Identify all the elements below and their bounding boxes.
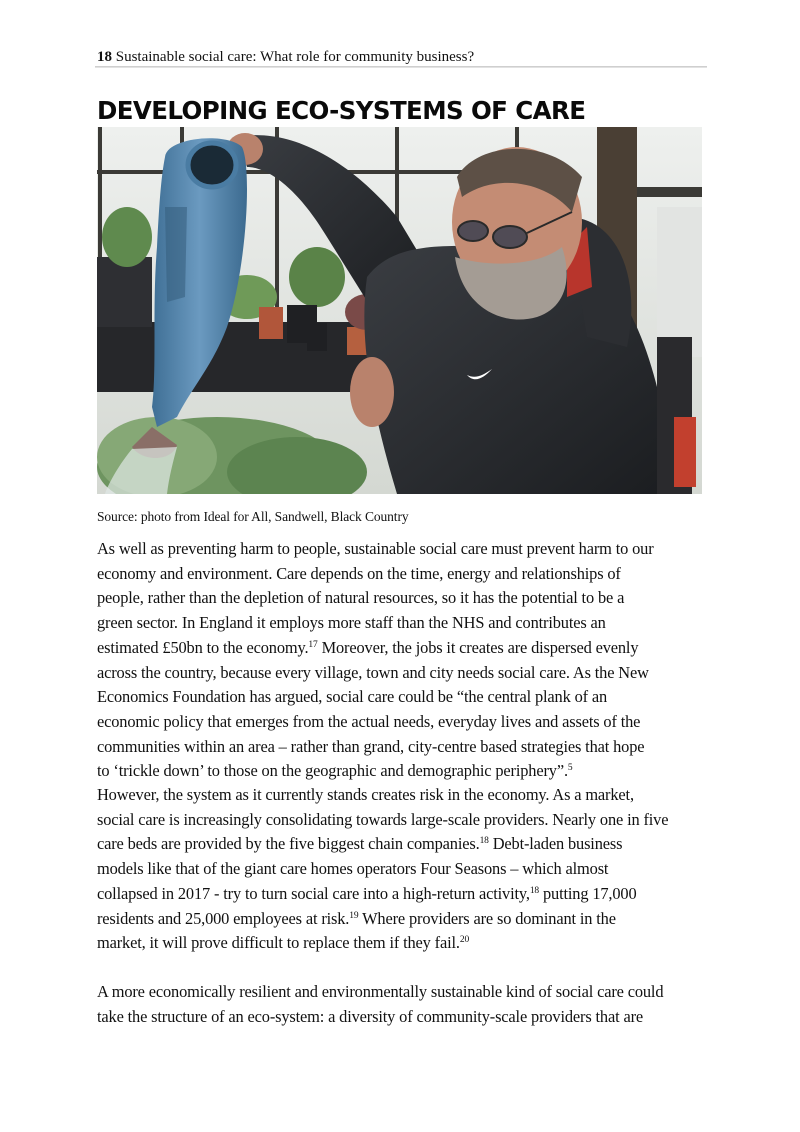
paragraph-1 bbox=[97, 537, 709, 784]
footnote-reference[interactable]: 18 bbox=[529, 885, 540, 896]
text-line bbox=[97, 636, 709, 661]
text-line bbox=[97, 980, 709, 1005]
text-segment: take the structure of an eco-system: a diversity of community-scale providers that are bbox=[97, 1006, 644, 1026]
text-line bbox=[97, 562, 709, 587]
text-line bbox=[97, 759, 709, 784]
text-segment: However, the system as it currently stands creates risk in the economy. As a market, bbox=[97, 785, 634, 804]
text-line bbox=[97, 661, 709, 686]
text-segment: collapsed in 2017 - try to turn social care into a high-return activity, bbox=[97, 883, 530, 903]
text-segment: green sector. In England it employs more staff than the NHS and contributes an bbox=[97, 613, 606, 633]
text-segment: economic policy that emerges from the actual needs, everyday lives and assets of the bbox=[97, 711, 641, 731]
text-line bbox=[97, 586, 709, 611]
footnote-reference[interactable]: 5 bbox=[567, 763, 573, 774]
running-header bbox=[97, 48, 705, 66]
text-segment: estimated £50bn to the economy. bbox=[97, 637, 309, 657]
text-line bbox=[97, 808, 709, 833]
text-segment: communities within an area – rather than grand, city-centre based strategies that hope bbox=[97, 736, 645, 756]
text-segment: people, rather than the depletion of natural resources, so it has the potential to be a bbox=[97, 588, 625, 608]
text-segment: care beds are provided by the five biggest chain companies. bbox=[97, 834, 480, 854]
text-segment: to ‘trickle down’ to those on the geographic and demographic periphery”. bbox=[97, 761, 568, 781]
footnote-reference[interactable]: 20 bbox=[459, 935, 470, 946]
text-segment: putting 17,000 bbox=[539, 883, 637, 903]
section-title: DEVELOPING ECO-SYSTEMS OF CARE bbox=[97, 96, 586, 125]
text-segment: A more economically resilient and environmentally sustainable kind of social care could bbox=[97, 982, 664, 1001]
text-line bbox=[97, 735, 709, 760]
text-segment: social care is increasingly consolidating towards large-scale providers. Nearly one in five bbox=[97, 809, 669, 829]
text-segment: Economics Foundation has argued, social care could be “the central plank of an bbox=[97, 687, 608, 707]
text-segment: market, it will prove difficult to replace them if they fail. bbox=[97, 933, 460, 953]
text-line bbox=[97, 882, 709, 907]
footnote-reference[interactable]: 19 bbox=[349, 910, 359, 921]
text-segment: residents and 25,000 employees at risk. bbox=[97, 908, 350, 928]
page-number: 18 bbox=[97, 49, 112, 65]
text-segment: models like that of the giant care homes operators Four Seasons – which almost bbox=[97, 859, 609, 879]
text-segment: economy and environment. Care depends on the time, energy and relationships of bbox=[97, 563, 621, 583]
header-divider bbox=[95, 66, 707, 68]
text-segment: Debt-laden business bbox=[488, 834, 623, 854]
text-line bbox=[97, 537, 709, 562]
footnote-reference[interactable]: 17 bbox=[308, 639, 318, 650]
text-line bbox=[97, 832, 709, 857]
text-segment: across the country, because every village, town and city needs social care. As the New bbox=[97, 662, 649, 682]
running-title: Sustainable social care: What role for community business? bbox=[115, 49, 475, 65]
figure-caption: Source: photo from Ideal for All, Sandwell, Black Country bbox=[97, 509, 409, 524]
text-line bbox=[97, 685, 709, 710]
greenhouse-photo bbox=[97, 127, 702, 494]
text-line bbox=[97, 857, 709, 882]
text-line bbox=[97, 931, 709, 956]
text-line bbox=[97, 1005, 709, 1030]
text-segment: Moreover, the jobs it creates are dispersed evenly bbox=[317, 637, 639, 657]
text-line bbox=[97, 783, 709, 808]
text-segment: As well as preventing harm to people, sustainable social care must prevent harm to our bbox=[97, 539, 654, 558]
text-line bbox=[97, 907, 709, 932]
paragraph-2 bbox=[97, 783, 709, 956]
paragraph-3 bbox=[97, 980, 709, 1029]
text-line bbox=[97, 611, 709, 636]
footnote-reference[interactable]: 18 bbox=[479, 836, 489, 847]
text-segment: Where providers are so dominant in the bbox=[358, 908, 616, 928]
text-line bbox=[97, 710, 709, 735]
